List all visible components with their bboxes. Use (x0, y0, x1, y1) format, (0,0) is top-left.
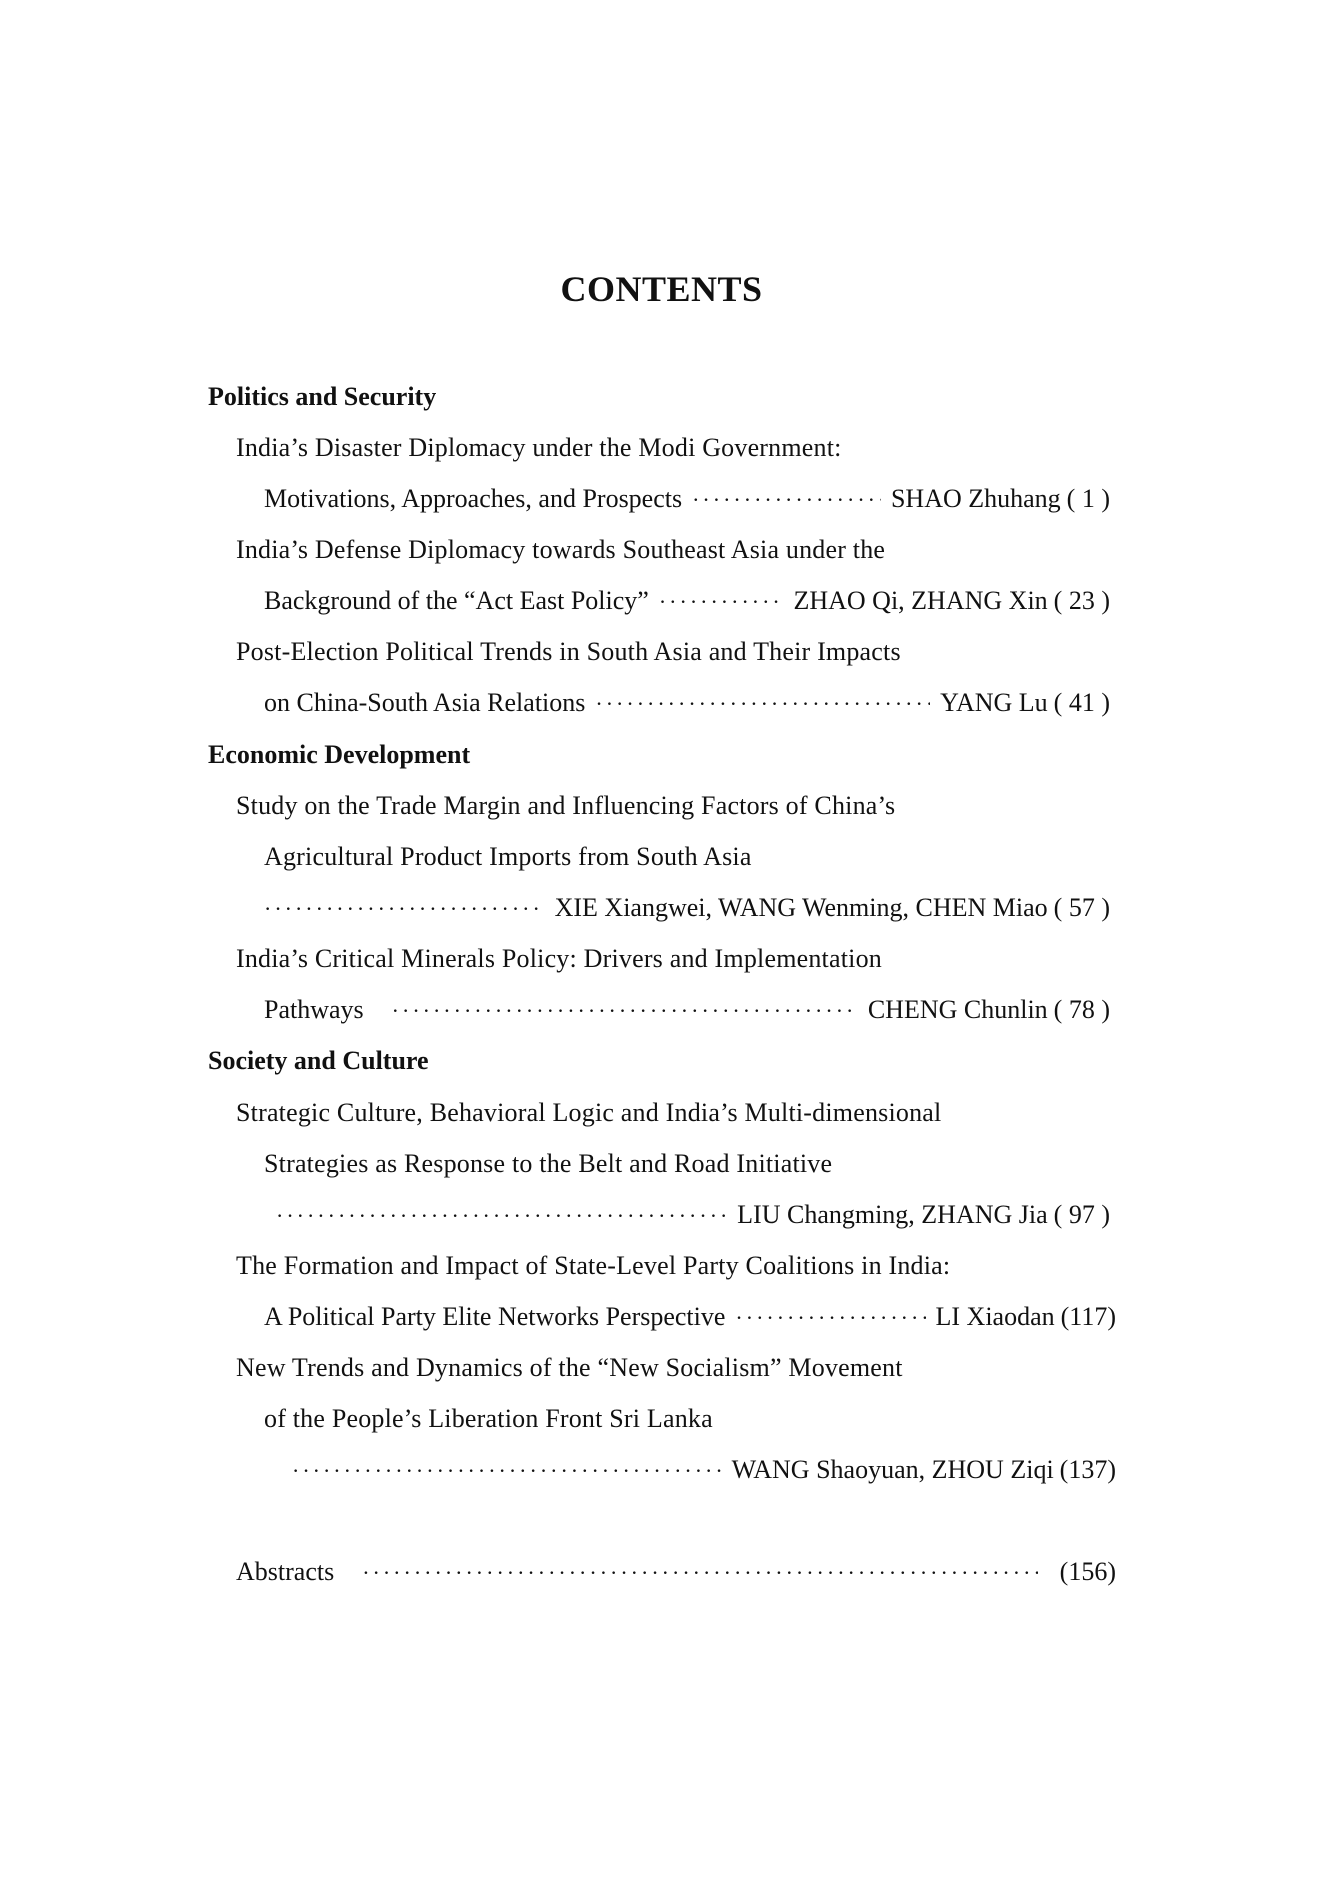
entry-page-number: ( 78 ) (1053, 995, 1110, 1024)
entry-title-line: The Formation and Impact of State-Level Party Coalitions in India: (236, 1251, 951, 1280)
entry-author: LI Xiaodan (935, 1302, 1055, 1331)
entry-title-line: India’s Critical Minerals Policy: Drivers and Implementation (236, 944, 882, 973)
entry-title-line: India’s Disaster Diplomacy under the Modi Government: (236, 433, 842, 462)
entry-title-line: Strategies as Response to the Belt and Road Initiative (264, 1149, 833, 1178)
entry-title-line: Strategic Culture, Behavioral Logic and India’s Multi-dimensional (236, 1098, 942, 1127)
entry-page-number: ( 23 ) (1053, 586, 1110, 615)
toc-entry-line[interactable] (264, 891, 1110, 926)
entry-title-line: Agricultural Product Imports from South Asia (264, 842, 752, 871)
dot-leader (362, 1556, 1037, 1590)
entry-title-line: Background of the “Act East Policy” (264, 586, 649, 615)
entry-page-number: ( 41 ) (1053, 688, 1110, 717)
entry-title-line: Pathways (264, 995, 364, 1024)
toc-entry-line[interactable] (264, 993, 1110, 1028)
toc-entry-line[interactable] (264, 482, 1110, 517)
toc-entry-line[interactable] (276, 1198, 1110, 1233)
entry-title-line: on China-South Asia Relations (264, 688, 586, 717)
dot-leader (392, 994, 858, 1028)
toc-entry-line[interactable] (264, 584, 1110, 619)
entry-title-line: New Trends and Dynamics of the “New Socialism” Movement (236, 1353, 903, 1382)
page-title: CONTENTS (560, 269, 763, 309)
entry-title-line: of the People’s Liberation Front Sri Lanka (264, 1404, 713, 1433)
toc-entry-line[interactable] (264, 686, 1110, 721)
entry-title-line: Motivations, Approaches, and Prospects (264, 484, 683, 513)
entry-page-number: ( 57 ) (1053, 893, 1110, 922)
section-heading-society: Society and Culture (208, 1046, 429, 1075)
dot-leader (692, 483, 881, 517)
dot-leader (735, 1301, 925, 1335)
entry-author: YANG Lu (940, 688, 1048, 717)
entry-author: WANG Shaoyuan, ZHOU Ziqi (731, 1455, 1054, 1484)
entry-page-number: (117) (1060, 1302, 1116, 1331)
dot-leader (264, 892, 545, 926)
section-heading-politics: Politics and Security (208, 382, 437, 411)
entry-page-number: ( 1 ) (1066, 484, 1110, 513)
entry-title-line: A Political Party Elite Networks Perspective (264, 1302, 726, 1331)
entry-page-number: (156) (1059, 1557, 1116, 1586)
entry-author: XIE Xiangwei, WANG Wenming, CHEN Miao (554, 893, 1048, 922)
dot-leader (276, 1199, 727, 1233)
dot-leader (595, 687, 930, 721)
entry-author: CHENG Chunlin (867, 995, 1048, 1024)
entry-page-number: ( 97 ) (1053, 1200, 1110, 1229)
entry-author: SHAO Zhuhang (890, 484, 1061, 513)
entry-page-number: (137) (1059, 1455, 1116, 1484)
toc-entry-line[interactable] (292, 1453, 1116, 1488)
entry-title-line: India’s Defense Diplomacy towards Southeast Asia under the (236, 535, 886, 564)
entry-author: ZHAO Qi, ZHANG Xin (793, 586, 1048, 615)
dot-leader (292, 1454, 722, 1488)
entry-title-line: Study on the Trade Margin and Influencing Factors of China’s (236, 791, 896, 820)
entry-author: LIU Changming, ZHANG Jia (737, 1200, 1048, 1229)
entry-title-line: Post-Election Political Trends in South Asia and Their Impacts (236, 637, 901, 666)
toc-entry-abstracts[interactable] (236, 1555, 1116, 1590)
dot-leader (659, 585, 784, 619)
abstracts-label: Abstracts (236, 1557, 335, 1586)
section-heading-economic: Economic Development (208, 740, 471, 769)
toc-entry-line[interactable] (264, 1300, 1116, 1335)
